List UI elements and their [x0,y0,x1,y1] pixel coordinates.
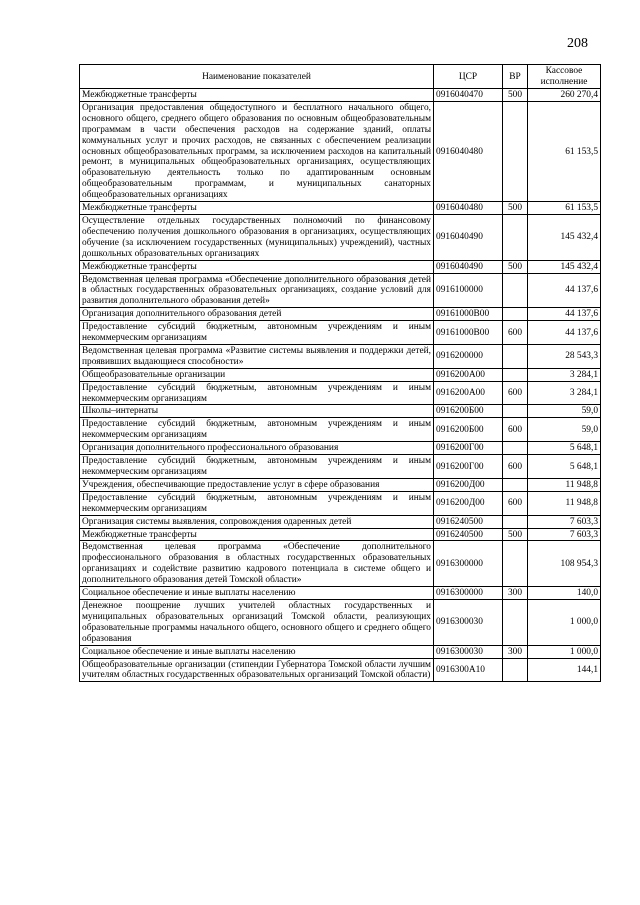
cell-csr: 0916300030 [434,599,503,645]
cell-name: Общеобразовательные организации [80,368,434,381]
cell-name: Учреждения, обеспечивающие предоставление услуг в сфере образования [80,478,434,491]
cell-amount: 59,0 [528,405,601,418]
cell-csr: 0916040490 [434,214,503,260]
cell-name: Организация предоставления общедоступного и бесплатного начального общего, основного общего, среднего общего образования по основным общеобразовательным программам в части обеспечения расходов на содержание зданий, оплаты коммунальных услуг и прочих расходов, не связанных с обеспечением реализации основных общеобразовательных программ, за исключением расходов на капитальный ремонт, в муниципальных общеобразовательных организациях, осуществляющих образовательную деятельность только по адаптированным основным общеобразовательным программам, и муниципальных санаторных общеобразовательных организациях [80,101,434,201]
cell-amount: 3 284,1 [528,368,601,381]
table-row [80,645,601,658]
cell-amount: 44 137,6 [528,273,601,308]
cell-name: Предоставление субсидий бюджетным, автономным учреждениям и иным некоммерческим организациям [80,418,434,442]
cell-csr: 0916200Г00 [434,442,503,455]
cell-amount: 260 270,4 [528,89,601,102]
cell-vr: 500 [503,202,528,215]
cell-csr: 0916200А00 [434,381,503,405]
table-row [80,321,601,345]
cell-vr: 600 [503,321,528,345]
cell-vr [503,308,528,321]
cell-name: Ведомственная целевая программа «Обеспечение дополнительного профессионального образования в областных государственных образовательных организациях и содействие развитию кадрового потенциала в системе общего и дополнительного образования детей Томской области» [80,541,434,587]
cell-amount: 61 153,5 [528,202,601,215]
cell-name: Организация системы выявления, сопровождения одаренных детей [80,515,434,528]
table-row [80,599,601,645]
cell-name: Межбюджетные трансферты [80,89,434,102]
cell-csr: 0916200Б00 [434,405,503,418]
budget-execution-table [79,64,601,682]
cell-csr: 0916300030 [434,645,503,658]
cell-vr [503,214,528,260]
cell-amount: 28 543,3 [528,344,601,368]
table-row [80,101,601,201]
cell-vr [503,368,528,381]
cell-name: Социальное обеспечение и иные выплаты населению [80,587,434,600]
cell-vr [503,599,528,645]
table-row [80,442,601,455]
table-row [80,202,601,215]
table-row [80,344,601,368]
header-amount: Кассовое исполнение [528,65,601,89]
cell-amount: 61 153,5 [528,101,601,201]
cell-csr: 0916300000 [434,541,503,587]
table-row [80,368,601,381]
table-row [80,214,601,260]
table-body [80,89,601,682]
table-row [80,89,601,102]
cell-vr: 600 [503,418,528,442]
cell-name: Организация дополнительного образования детей [80,308,434,321]
cell-vr: 500 [503,260,528,273]
table-row [80,260,601,273]
table-row [80,273,601,308]
cell-vr [503,344,528,368]
cell-amount: 140,0 [528,587,601,600]
cell-name: Денежное поощрение лучших учителей областных государственных и муниципальных образовательных организаций Томской области, реализующих образовательные программы начального общего, основного общего и среднего общего образования [80,599,434,645]
cell-vr: 600 [503,381,528,405]
header-vr: ВР [503,65,528,89]
cell-vr: 300 [503,587,528,600]
table-row [80,455,601,479]
cell-name: Межбюджетные трансферты [80,528,434,541]
cell-name: Общеобразовательные организации (стипендии Губернатора Томской области лучшим учителям областных государственных образовательных организаций Томской области) [80,658,434,682]
cell-name: Предоставление субсидий бюджетным, автономным учреждениям и иным некоммерческим организациям [80,321,434,345]
table-row [80,491,601,515]
table-row [80,308,601,321]
cell-amount: 145 432,4 [528,260,601,273]
cell-vr: 600 [503,455,528,479]
cell-amount: 5 648,1 [528,455,601,479]
cell-csr: 0916300000 [434,587,503,600]
cell-amount: 7 603,3 [528,515,601,528]
table-row [80,587,601,600]
cell-csr: 0916200Д00 [434,478,503,491]
cell-csr: 0916240500 [434,515,503,528]
cell-name: Межбюджетные трансферты [80,202,434,215]
cell-csr: 0916200000 [434,344,503,368]
table-row [80,658,601,682]
header-csr: ЦСР [434,65,503,89]
cell-name: Ведомственная целевая программа «Развитие системы выявления и поддержки детей, проявивших выдающиеся способности» [80,344,434,368]
cell-csr: 0916040490 [434,260,503,273]
cell-amount: 3 284,1 [528,381,601,405]
cell-amount: 44 137,6 [528,308,601,321]
table-row [80,528,601,541]
cell-vr [503,101,528,201]
cell-vr [503,273,528,308]
cell-vr [503,541,528,587]
table-row [80,541,601,587]
cell-name: Предоставление субсидий бюджетным, автономным учреждениям и иным некоммерческим организациям [80,491,434,515]
table-row [80,515,601,528]
cell-csr: 0916200Г00 [434,455,503,479]
cell-csr: 0916240500 [434,528,503,541]
cell-name: Осуществление отдельных государственных полномочий по финансовому обеспечению получения дошкольного образования в организациях, осуществляющих обучение (за исключением государственных (муниципальных) учреждений), частных дошкольных образовательных организациях [80,214,434,260]
cell-amount: 11 948,8 [528,491,601,515]
cell-csr: 0916040480 [434,101,503,201]
cell-csr: 0916200Д00 [434,491,503,515]
cell-csr: 0916040470 [434,89,503,102]
cell-vr: 600 [503,491,528,515]
cell-name: Предоставление субсидий бюджетным, автономным учреждениям и иным некоммерческим организациям [80,455,434,479]
cell-vr: 500 [503,528,528,541]
cell-csr: 09161000В00 [434,308,503,321]
page-number: 208 [567,36,588,51]
cell-csr: 0916100000 [434,273,503,308]
cell-csr: 0916300А10 [434,658,503,682]
cell-name: Социальное обеспечение и иные выплаты населению [80,645,434,658]
cell-name: Ведомственная целевая программа «Обеспечение дополнительного образования детей в областных государственных образовательных организациях, создание условий для развития дополнительного образования детей» [80,273,434,308]
cell-name: Школы–интернаты [80,405,434,418]
cell-amount: 1 000,0 [528,645,601,658]
cell-vr [503,478,528,491]
cell-vr [503,442,528,455]
header-name: Наименование показателей [80,65,434,89]
cell-name: Организация дополнительного профессионального образования [80,442,434,455]
cell-amount: 1 000,0 [528,599,601,645]
table-row [80,381,601,405]
cell-vr [503,658,528,682]
cell-vr: 300 [503,645,528,658]
cell-name: Межбюджетные трансферты [80,260,434,273]
cell-amount: 7 603,3 [528,528,601,541]
cell-amount: 108 954,3 [528,541,601,587]
cell-csr: 0916200Б00 [434,418,503,442]
cell-csr: 09161000В00 [434,321,503,345]
table-row [80,405,601,418]
cell-amount: 44 137,6 [528,321,601,345]
cell-amount: 144,1 [528,658,601,682]
cell-amount: 5 648,1 [528,442,601,455]
cell-csr: 0916040480 [434,202,503,215]
cell-vr [503,405,528,418]
cell-amount: 11 948,8 [528,478,601,491]
cell-amount: 145 432,4 [528,214,601,260]
cell-name: Предоставление субсидий бюджетным, автономным учреждениям и иным некоммерческим организациям [80,381,434,405]
cell-csr: 0916200А00 [434,368,503,381]
cell-vr: 500 [503,89,528,102]
table-row [80,478,601,491]
table-header-row [80,65,601,89]
cell-vr [503,515,528,528]
table-row [80,418,601,442]
cell-amount: 59,0 [528,418,601,442]
